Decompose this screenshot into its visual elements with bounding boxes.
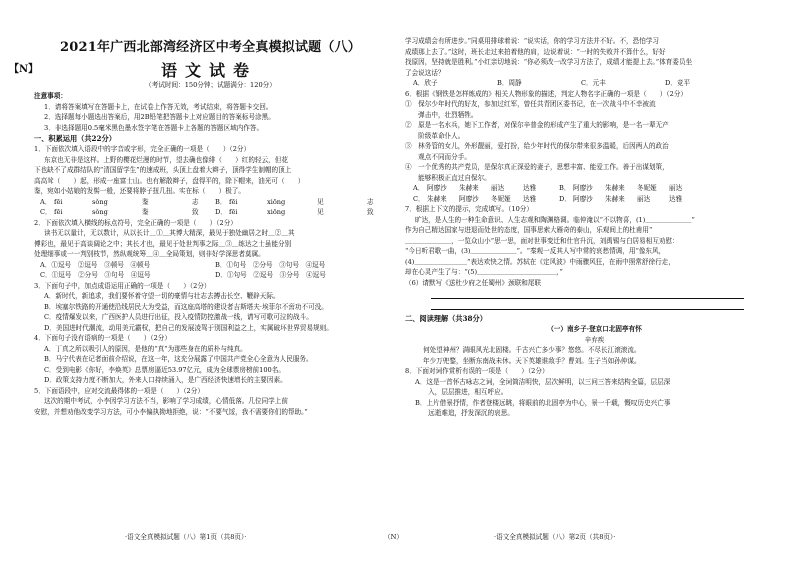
option: 入，层层推进，相互呼应。 xyxy=(415,388,508,396)
option: B．①句号 ②分号 ③句号 ④逗号 xyxy=(215,260,326,269)
passage-line: 处理细事或一一判别枝节，然纵观统筹＿④＿全局策划，则非好学深思者莫属。 xyxy=(34,250,265,258)
passage-line: 旷达，是人生的一种生命意识、人生志观和陶渊格调。临仲淹以“不以物喜，(1)＿＿＿＿＿＿＿” xyxy=(415,215,695,224)
item-line: ① 保尔少年时代的好友，参加过红军，曾任共青团区委书记，在一次战斗中不幸被流 xyxy=(405,100,656,108)
question-1: 1．下面依次填入语段中的字音或字形，完全正确的一项是（ ）（2分） xyxy=(34,145,251,153)
option-cell: 阿廖沙 xyxy=(459,194,479,203)
passage-line: 了会说这话？ xyxy=(405,68,445,77)
right-page xyxy=(397,0,794,561)
option-letter: D． xyxy=(559,194,571,203)
option-cell: 见 xyxy=(317,197,324,206)
option: A．新时代，新追求，我们要怀着守望一切的豪情与壮志去搏击长空、鞭辟天际。 xyxy=(44,292,280,300)
option-cell: 达雅 xyxy=(523,194,537,203)
item-line: 阶级革命仆人。 xyxy=(405,131,465,140)
q5-options xyxy=(405,78,784,89)
q2-options xyxy=(34,260,387,281)
passage-line: 学习成绩会有所进步。”同桌用排球着说：“说实话，你的学习方法并不好。不，恐怕学习 xyxy=(405,37,660,45)
passage-line: 这次的期中考试，小李因学习方法不当，影响了学习成绩，心情低落。几位同学上前 xyxy=(44,397,288,405)
passage-line: 却在心灵产生了与：“(5)＿＿＿＿＿＿＿＿＿＿＿＿，” xyxy=(405,268,563,276)
option-cell: 阿廖沙 xyxy=(573,194,593,203)
poem-author: 辛弃疾 xyxy=(584,335,605,344)
exam-info: （考试时间：150分钟；试题满分：120分） xyxy=(145,81,276,89)
note-line: 2．选择题每小题选出答案后，用2B铅笔把答题卡上对应题目的答案标号涂黑。 xyxy=(44,113,275,121)
item-line: 观点不同而分手。 xyxy=(405,152,471,161)
poem-title: （一）南乡子·登京口北固亭有怀 xyxy=(547,325,642,333)
exam-title: 2021年广西北部湾经济区中考全真模拟试题（八） xyxy=(60,40,361,55)
option-cell: 志 xyxy=(367,197,374,206)
option-cell: fēi xyxy=(229,208,238,216)
option-cell: 志 xyxy=(192,197,199,206)
option-letter: A． xyxy=(413,184,425,192)
option-letter: B． xyxy=(215,197,227,206)
question-6: 6．根据《钢铁是怎样炼成的》相关人物形象的描述，判定人物名字正确的一项是（ ）（2分） xyxy=(405,89,688,98)
option: 远逝难追，抒发深沉的哀思。 xyxy=(415,409,514,417)
q6-options xyxy=(405,183,784,204)
option-cell: fēi xyxy=(54,197,63,206)
option-letter: C． xyxy=(40,208,52,216)
question-5: 5．下面语段中，应对交流最得体的一项是（ ）（2分） xyxy=(34,386,204,395)
option-cell: 冬妮娅 xyxy=(491,194,511,203)
passage-line: 高高耸（ ）起，形成一座富士山。也有解散辫子，盘得平的，除下帽来，油光可（ ） xyxy=(34,176,305,185)
option: A．①逗号 ②逗号 ③顿号 ④顿号 xyxy=(40,260,151,269)
option: B．周静 xyxy=(497,79,522,87)
option: A．这是一首怀古咏志之词，全词简洁明快，层次鲜明，以三问三答来结构全篇，层层深 xyxy=(415,377,671,386)
option-cell: 朱赫来 xyxy=(459,184,479,192)
question-3: 3．下面句子中，加点成语运用正确的一项是（ ）（2分） xyxy=(34,281,211,290)
page-footer-mid: （N） xyxy=(384,533,403,541)
answer-line xyxy=(431,288,744,299)
poem-line: 何处望神州？满眼风光北固楼。千古兴亡多少事？悠悠。不尽长江滚滚流。 xyxy=(423,346,641,354)
note-line: 1．请将答案填写在答题卡上，在试卷上作答无效，考试结束，将答题卡交回。 xyxy=(44,102,273,111)
item-line: 能够积极正直过自保尔。 xyxy=(405,173,491,182)
passage-line: 东京也无非是这样。上野的樱花烂漫的时节，望去确也像绯（ ）红的轻云，但花 xyxy=(44,155,288,164)
option-cell: xiōng xyxy=(267,197,286,206)
item-line: ③ 林务管的女儿，外形靓丽，爱打扮，给少年时代的保尔带来很多温暖，后因两人的政治 xyxy=(405,142,669,150)
option-cell: 阿廖沙 xyxy=(573,184,593,192)
option: D．竞平 xyxy=(665,79,691,87)
section-heading: 二、阅读理解（共38分） xyxy=(405,314,487,323)
option-cell: fēi xyxy=(229,197,238,206)
item-line: 弹击中，壮烈牺牲。 xyxy=(405,110,478,119)
item-line: ② 原是一名水兵，她下工作者，对保尔辛普金的形成产生了重大的影响，是一名一辈无产 xyxy=(405,121,669,129)
option-letter: D． xyxy=(215,208,227,216)
option-cell: 丽达 xyxy=(491,184,505,192)
question-8: 8．下面对词作赏析有误的一项是（ ）（2分） xyxy=(405,367,549,375)
option-cell: 鉴 xyxy=(142,197,149,206)
option-cell: 丽达 xyxy=(669,184,683,192)
item-line: ④ 一个优秀的共产党员，是保尔真正深爱的妻子，思想丰富、能爱工作。善于出谋划策， xyxy=(405,163,669,171)
passage-line: 读书无以量计，无以数计，从以长计＿①＿其博大精深，最见于独处幽居之时＿②＿其 xyxy=(44,229,295,237)
option-cell: sǒng xyxy=(92,197,108,206)
option-cell: 见 xyxy=(317,208,324,216)
option-letter: C． xyxy=(413,194,425,203)
question-7: 7．根据上下文的提示，完成填写。（10分） xyxy=(405,205,533,213)
page-footer-left: ·语文全真模拟试题（八）第1页（共8页）· xyxy=(125,533,247,541)
passage-line: 找原因，坚持就是胜利。”小红亲切地说：“你必须改一改学习方法了，成绩才能提上去。”体育委员坐 xyxy=(405,58,693,66)
option-cell: 致 xyxy=(192,208,199,216)
question-2: 2．下面依次填入横线的标点符号，完全正确的一项是（ ）（2分） xyxy=(34,218,237,227)
section-heading: 一、积累运用（共22分） xyxy=(34,134,116,143)
option: B．埃塞尔铁路的开通使沿线居民大为受益，而这座高塔的建设者吉斯塔夫·埃菲尔不啻功不可没。 xyxy=(44,302,328,311)
question-7-6: （6）请默写《送杜少府之任蜀州》颈联和尾联 xyxy=(405,278,542,287)
page-footer-right: ·语文全真模拟试题（八）第2页（共8页）· xyxy=(494,533,616,541)
passage-line: 鉴，宛如小姑娘的发髻一般，还要将脖子扭几扭。实在标（ ）极了。 xyxy=(34,187,245,195)
option: D．美国进时代潮流，动用美元霸权，把自己的发展凌驾于别国利益之上，实属破坏世界贸易规则。 xyxy=(44,323,333,332)
note-line: 3．非选择题用0.5毫米黑色墨水签字笔在答题卡上各题的答题区域内作答。 xyxy=(44,123,264,132)
option-cell: 鉴 xyxy=(142,208,149,216)
poem-line: 年少万兜鍪，坐断东南战未休。天下英雄谁敌手？曹刘。生子当如孙仲谋。 xyxy=(423,356,641,365)
option-cell: 阿廖沙 xyxy=(427,184,447,192)
notes-heading: 注意事项： xyxy=(34,92,67,100)
option: C．受到电影《你好，李焕英》总票房逼近53.97亿元，成为全球票房榜前100名。 xyxy=(44,365,285,374)
option: C．①逗号 ②分号 ③句号 ④逗号 xyxy=(40,271,151,279)
option-cell: 朱赫来 xyxy=(605,194,625,203)
passage-line: 成绩那上去了。”这时，班长走过来拍着他的肩，边说着说：“一时的失败并不算什么，好好 xyxy=(405,47,666,56)
option: A．欣子 xyxy=(413,79,438,87)
paper-tag: 【N】 xyxy=(9,64,39,75)
option-cell: 朱赫来 xyxy=(427,194,447,203)
passage-line: “今日听君歌一曲，(3)＿＿＿＿＿＿＿”。“秦观一反其人写中常的哀愁情调，用“像东风， xyxy=(405,247,666,255)
option-cell: sǒng xyxy=(92,208,108,216)
option: C．疫情爆发以来，广西医护人员进行出征，投入疫情防控激战一线，请写可歌可泣的战斗。 xyxy=(44,313,313,321)
main-title-row xyxy=(9,58,387,80)
option: D．政策支持力度不断加大，外来人口持续涌入，是广西经济快速增长的主要因素。 xyxy=(44,376,287,384)
option: C．元丰 xyxy=(581,79,606,87)
option-cell: 达雅 xyxy=(669,194,683,203)
passage-line: 傅彩也，最见于高谈阔论之中；其长才也，最见于处世判事之际＿③＿练达之士虽能分别 xyxy=(34,239,292,248)
question-4: 4．下面句子没有语病的一项是（ ）（2分） xyxy=(34,334,171,342)
option-letter: A． xyxy=(40,197,52,206)
passage-line: (4)＿＿＿＿＿＿＿＿”表达欢快之情。苏轼在《定风波》中雨骤风狂，在雨中照常舒徐行走， xyxy=(405,257,675,266)
option-cell: fēi xyxy=(54,208,63,216)
passage-line: 下也缺不了成群结队的“清国留学生”的速成班，头顶上盘着大辫子，顶得学生制帽的顶上 xyxy=(34,166,292,174)
passage-line: 作为自己精达国家与进退而处世的态度，国事思索大雁奇的泰山，乐观间上的杜甫用“ xyxy=(405,226,653,234)
passage-line: ＿＿＿＿＿＿＿，一览众山小”思一思，面对世事变迁和仕官升沉，刘禹锡与白居易相互劝慰： xyxy=(405,236,679,245)
option: B．上片借景抒情，作者登楼远眺，将眼前的北固亭为中心，景一千载，慨叹历史兴亡事 xyxy=(415,398,671,407)
option-cell: 丽达 xyxy=(637,194,651,203)
passage-line: 安慰，并想劝他改变学习方法，可小李偏执拗地拒绝，说：“不要气馁，我不需要你们的帮助。” xyxy=(34,407,308,416)
option: B．马宁代表在记者面前介绍说，在这一年，这充分展露了中国共产党全心全意为人民服务。 xyxy=(44,355,313,363)
answer-line xyxy=(431,299,744,310)
option-cell: 达雅 xyxy=(523,184,537,192)
option-letter: B． xyxy=(559,184,571,192)
option-cell: 朱赫来 xyxy=(605,184,625,192)
option-cell: 致 xyxy=(367,208,374,216)
option: A．丁真之所以吸引人的原因，是他的“真”为那些身在的质朴与纯真。 xyxy=(44,344,247,353)
main-title: 语文试卷 xyxy=(161,61,258,80)
option-cell: 冬妮娅 xyxy=(637,184,657,192)
option-cell: xiōng xyxy=(267,208,286,216)
option: D．①句号 ②逗号 ③分号 ④逗号 xyxy=(215,271,326,279)
q1-options xyxy=(34,197,387,218)
